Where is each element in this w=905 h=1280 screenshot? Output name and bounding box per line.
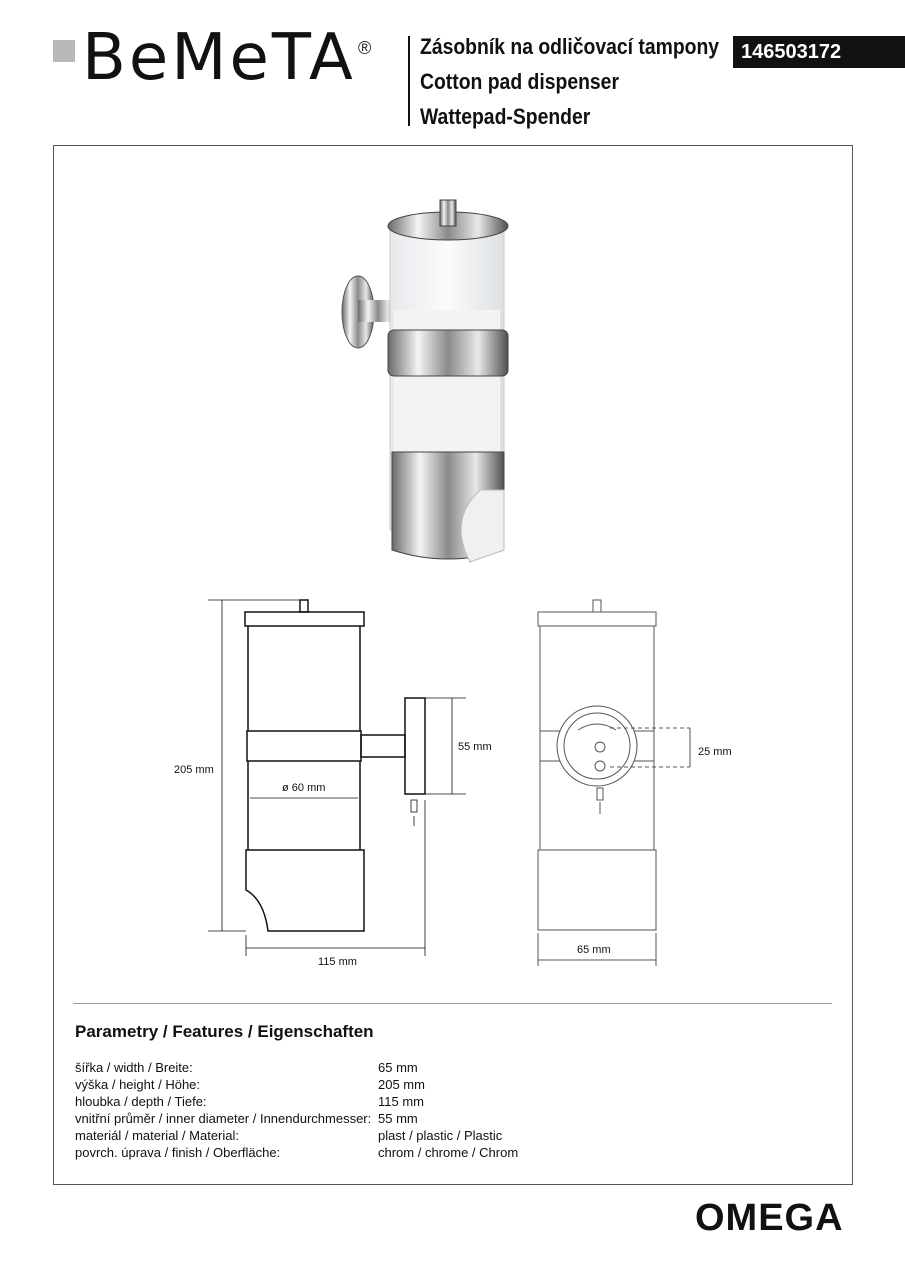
spec-label: materiál / material / Material:	[75, 1128, 239, 1143]
spec-value: 55 mm	[378, 1111, 418, 1126]
brand-logo: BeMeTA	[82, 21, 356, 95]
front-view	[538, 600, 690, 966]
height-dimension: 205 mm	[174, 764, 214, 776]
spec-label: výška / height / Höhe:	[75, 1077, 201, 1092]
registered-mark: ®	[358, 38, 372, 58]
technical-drawing	[160, 590, 760, 980]
spec-label: hloubka / depth / Tiefe:	[75, 1094, 207, 1109]
spec-value: 115 mm	[378, 1094, 424, 1109]
series-name: OMEGA	[695, 1197, 844, 1239]
side-view	[245, 600, 425, 931]
product-code: 146503172	[733, 36, 905, 68]
depth-dimension: 115 mm	[318, 956, 357, 968]
logo-square	[53, 40, 75, 62]
product-photo	[330, 190, 530, 570]
spec-value: chrom / chrome / Chrom	[378, 1145, 519, 1160]
spec-label: povrch. úprava / finish / Oberfläche:	[75, 1145, 281, 1160]
spec-label: vnitřní průměr / inner diameter / Innendurchmesser:	[75, 1111, 372, 1126]
spec-value: plast / plastic / Plastic	[378, 1128, 503, 1143]
spec-value: 65 mm	[378, 1060, 418, 1075]
diameter-dimension: ø 60 mm	[282, 782, 326, 794]
width-dimension: 65 mm	[577, 944, 611, 956]
title-de: Wattepad-Spender	[420, 104, 591, 129]
mount-height-dimension: 55 mm	[458, 741, 492, 753]
title-cz: Zásobník na odličovací tampony	[420, 34, 720, 59]
hole-spacing-dimension: 25 mm	[698, 746, 732, 758]
section-divider	[73, 1003, 832, 1004]
spec-label: šířka / width / Breite:	[75, 1060, 193, 1075]
header-divider	[408, 36, 410, 126]
dimension-lines	[208, 600, 466, 956]
features-heading: Parametry / Features / Eigenschaften	[75, 1022, 374, 1041]
spec-value: 205 mm	[378, 1077, 425, 1092]
title-en: Cotton pad dispenser	[420, 69, 619, 94]
